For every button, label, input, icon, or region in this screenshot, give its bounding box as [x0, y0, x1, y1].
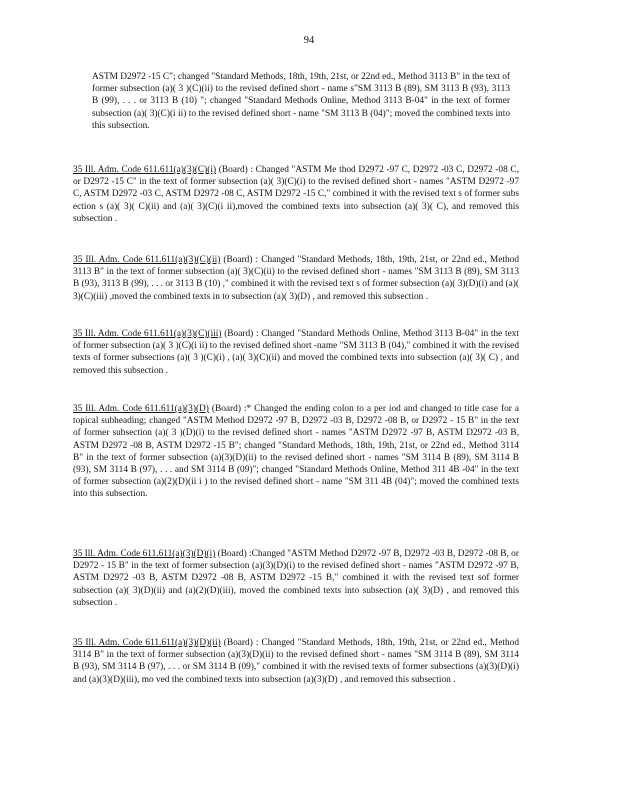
page-number: 94 — [303, 35, 315, 46]
entry-text: (Board) : Changed "Standard Methods, 18th, 19th, 21st, or 22nd ed., Method 3114 B" in the text of former subsection (a)(3)(D)(ii) to the revised defined short - names "SM 3114 B (89), SM 3114 B (93), SM 3114 B (97), . . . or SM 3114 B (09)," combined it with the revised texts of former subsections (a)(3)(D)(i) and (a)(3)(D)(iii), mo ved the combined texts into subsection (a)(3)(D) , and removed this subsection . — [73, 638, 519, 685]
entry-text: (Board) : Changed "ASTM Me thod D2972 -97 C, D2972 -03 C, D2972 -08 C, or D2972 -15 C" in the text of former subsection (a)( 3)(C)(i) to the revised defined short - names "ASTM D2972 -97 C, ASTM D2972 -03 C, ASTM D2972 -08 C, ASTM D2972 -15 C," combined it with the revised text s of former subs ection s (a)( 3)( C)(ii) and (a)( 3)(C)(i ii),moved the combined texts into subsection (a)( 3)( C), and removed this subsection . — [73, 165, 519, 224]
entry-611-611-a-3-d-i — [73, 548, 519, 609]
entry-611-611-a-3-c-ii — [73, 254, 519, 303]
entry-citation: 35 Ill. Adm. Code 611.611(a)(3)(C)(i) — [73, 165, 217, 175]
entry-citation: 35 Ill. Adm. Code 611.611(a)(3)(C)(ii) — [73, 255, 221, 265]
entry-text: (Board) :* Changed the ending colon to a per iod and changed to title case for a topical subheading; changed "ASTM Method D2972 -97 B, D2972 -03 B, D2972 -08 B, or D2972 - 15 B" in the text of former subsection (a)( 3 )(D)(i) to the revised defined short - names "ASTM D2972 -97 B, ASTM D2972 -03 B, ASTM D2972 -08 B, ASTM D2972 -15 B"; changed "Standard Methods, 18th, 19th, 21st, or 22nd ed., Method 3114 B" in the text of former subsection (a)(3)(D)(ii) to the revised defined short - names "SM 3114 B (89), SM 3114 B (93), SM 3114 B (97), . . . and SM 3114 B (09)"; changed "Standard Methods Online, Method 311 4B -04" in the text of former subsection (a)(2)(D)(ii i ) to the revised defined short - name "SM 311 4B (04)"; moved the combined texts into this subsection. — [73, 404, 519, 500]
entry-citation: 35 Ill. Adm. Code 611.611(a)(3)(D)(i) — [73, 549, 216, 559]
entry-text: (Board) : Changed "Standard Methods Online, Method 3113 B-04" in the text of former subsection (a)( 3 )(C)(i ii) to the revised defined short -name "SM 3113 B (04)," combined it with the revised texts of former subsections (a)( 3 )(C)(i) , (a)( 3)(C)(ii) and moved the combined texts into subsection (a)( 3)( C) , and removed this subsection . — [73, 329, 519, 376]
continuation-paragraph: ASTM D2972 -15 C"; changed "Standard Methods, 18th, 19th, 21st, or 22nd ed., Method 3113 B" in the text of former subsection (a)( 3 )(C)(ii) to the revised defined short - name s"SM 3113 B (89), SM 3113 B (93), 3113 B (99), . . . or 3113 B (10) "; changed "Standard Methods Online, Method 3113 B-04" in the text of former subsection (a)( 3)(C)(i ii) to the revised defined short - name "SM 3113 B (04)"; moved the combined texts into this subsection. — [92, 72, 510, 131]
entry-611-611-a-3-d — [73, 403, 519, 501]
entry-citation: 35 Ill. Adm. Code 611.611(a)(3)(D) — [73, 404, 209, 414]
entry-citation: 35 Ill. Adm. Code 611.611(a)(3)(D)(ii) — [73, 638, 221, 648]
entry-611-611-a-3-c-i — [73, 164, 519, 225]
entry-text: (Board) :Changed "ASTM Method D2972 -97 B, D2972 -03 B, D2972 -08 B, or D2972 - 15 B" in the text of former subsection (a)(3)(D)(i) to the revised defined short - names "ASTM D2972 -97 B, ASTM D2972 -03 B, ASTM D2972 -08 B, ASTM D2972 -15 B," combined it with the revised text sof former subsection (a)( 3)(D)(ii) and (a)(2)(D)(iii), moved the combined texts into subsection (a)( 3)(D) , and removed this subsection . — [73, 549, 519, 608]
entry-text: (Board) : Changed "Standard Methods, 18th, 19th, 21st, or 22nd ed., Method 3113 B" in the text of former subsection (a)( 3)(C)(ii) to the revised defined short - names "SM 3113 B (89), SM 3113 B (93), 3113 B (99), . . . or 3113 B (10) ," combined it with the revised text s of former subsection (a)( 3)(D)(i) and (a)( 3)(C)(iii) ,moved the combined texts in to subsection (a)( 3)(D) , and removed this subsection . — [73, 255, 519, 302]
entry-611-611-a-3-c-iii — [73, 328, 519, 377]
entry-611-611-a-3-d-ii — [73, 637, 519, 686]
entry-citation: 35 Ill. Adm. Code 611.611(a)(3)(C)(iii) — [73, 329, 222, 339]
